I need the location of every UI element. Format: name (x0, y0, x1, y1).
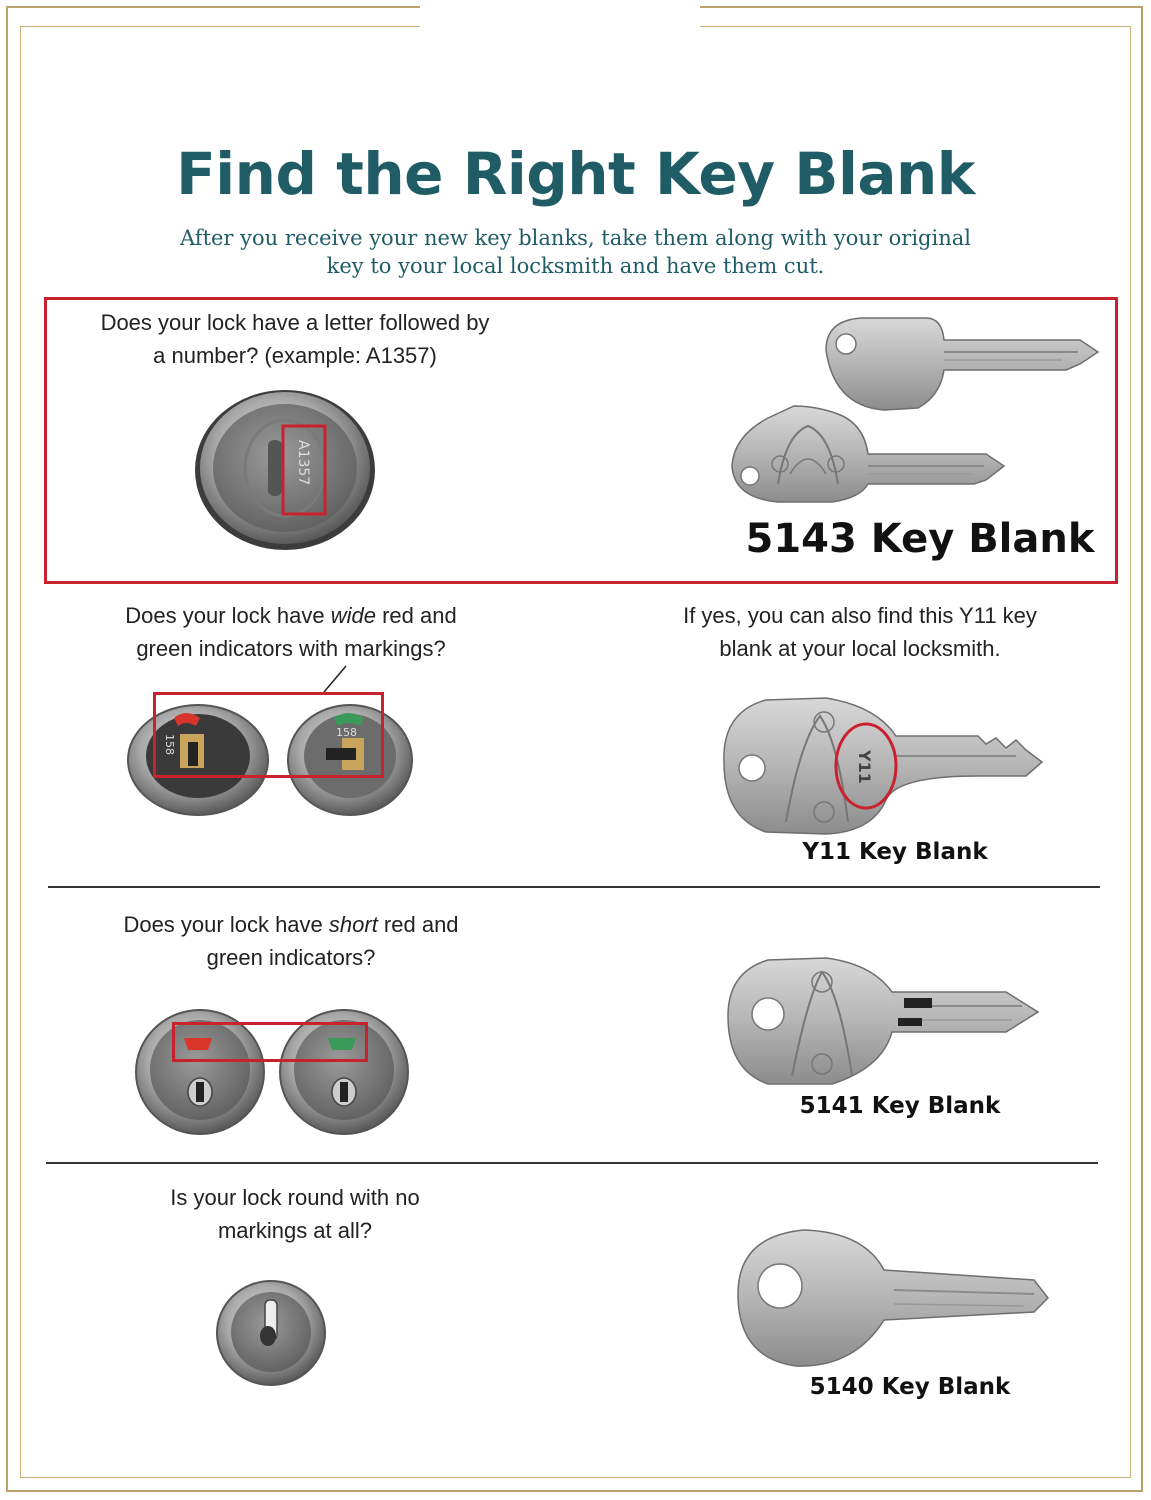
page-subtitle (150, 224, 1001, 280)
5143-key-blank-top-image (822, 316, 1100, 412)
subtitle-line-2: key to your local locksmith and have them cut. (326, 254, 825, 278)
section-2-question (40, 599, 542, 665)
5141-key-blank-image (722, 952, 1042, 1092)
subtitle-line-1: After you receive your new key blanks, take them along with your original (180, 226, 971, 250)
y11-key-blank-image (716, 692, 1046, 840)
section-2-question-line-1: Does your lock have wide red and (125, 603, 457, 628)
lock-cylinder-letter-number-image (193, 388, 378, 553)
round-unmarked-lock-image (216, 1280, 326, 1386)
section-4-question-line-2: markings at all? (217, 1218, 373, 1243)
wide-green-lock-stamp: 158 (336, 726, 357, 739)
section-3-question-line-2: green indicators? (206, 945, 376, 970)
5141-key-blank-label: 5141 Key Blank (799, 1093, 1001, 1119)
wide-red-lock-stamp: 158 (163, 734, 176, 755)
y11-key-stamp: Y11 (855, 750, 874, 784)
section-4-question-line-1: Is your lock round with no (170, 1185, 420, 1210)
section-3-question (40, 908, 542, 974)
lock-code-stamp: A1357 (295, 440, 311, 486)
section-2-note-line-1: If yes, you can also find this Y11 key (683, 603, 1037, 628)
5140-key-blank-label: 5140 Key Blank (809, 1374, 1011, 1400)
y11-key-blank-label: Y11 Key Blank (802, 839, 988, 865)
short-indicators-highlight-box (172, 1022, 368, 1062)
divider-1 (48, 886, 1100, 888)
section-2-note (620, 599, 1100, 665)
divider-2 (46, 1162, 1098, 1164)
section-2-note-line-2: blank at your local locksmith. (719, 636, 1001, 661)
section-2-question-line-2: green indicators with markings? (136, 636, 446, 661)
section-4-question (40, 1181, 550, 1247)
section-1-question (40, 306, 550, 372)
section-1-question-line-1: Does your lock have a letter followed by (100, 310, 490, 335)
page-title: Find the Right Key Blank (176, 140, 975, 208)
5143-key-blank-label: 5143 Key Blank (745, 516, 1095, 562)
top-border-gap (420, 0, 700, 34)
wide-indicators-highlight-box (153, 692, 384, 778)
pointer-line (320, 664, 350, 694)
5140-key-blank-image (734, 1224, 1050, 1372)
5143-key-blank-ornate-image (728, 404, 1006, 504)
section-3-question-line-1: Does your lock have short red and (123, 912, 459, 937)
section-1-question-line-2: a number? (example: A1357) (153, 343, 437, 368)
